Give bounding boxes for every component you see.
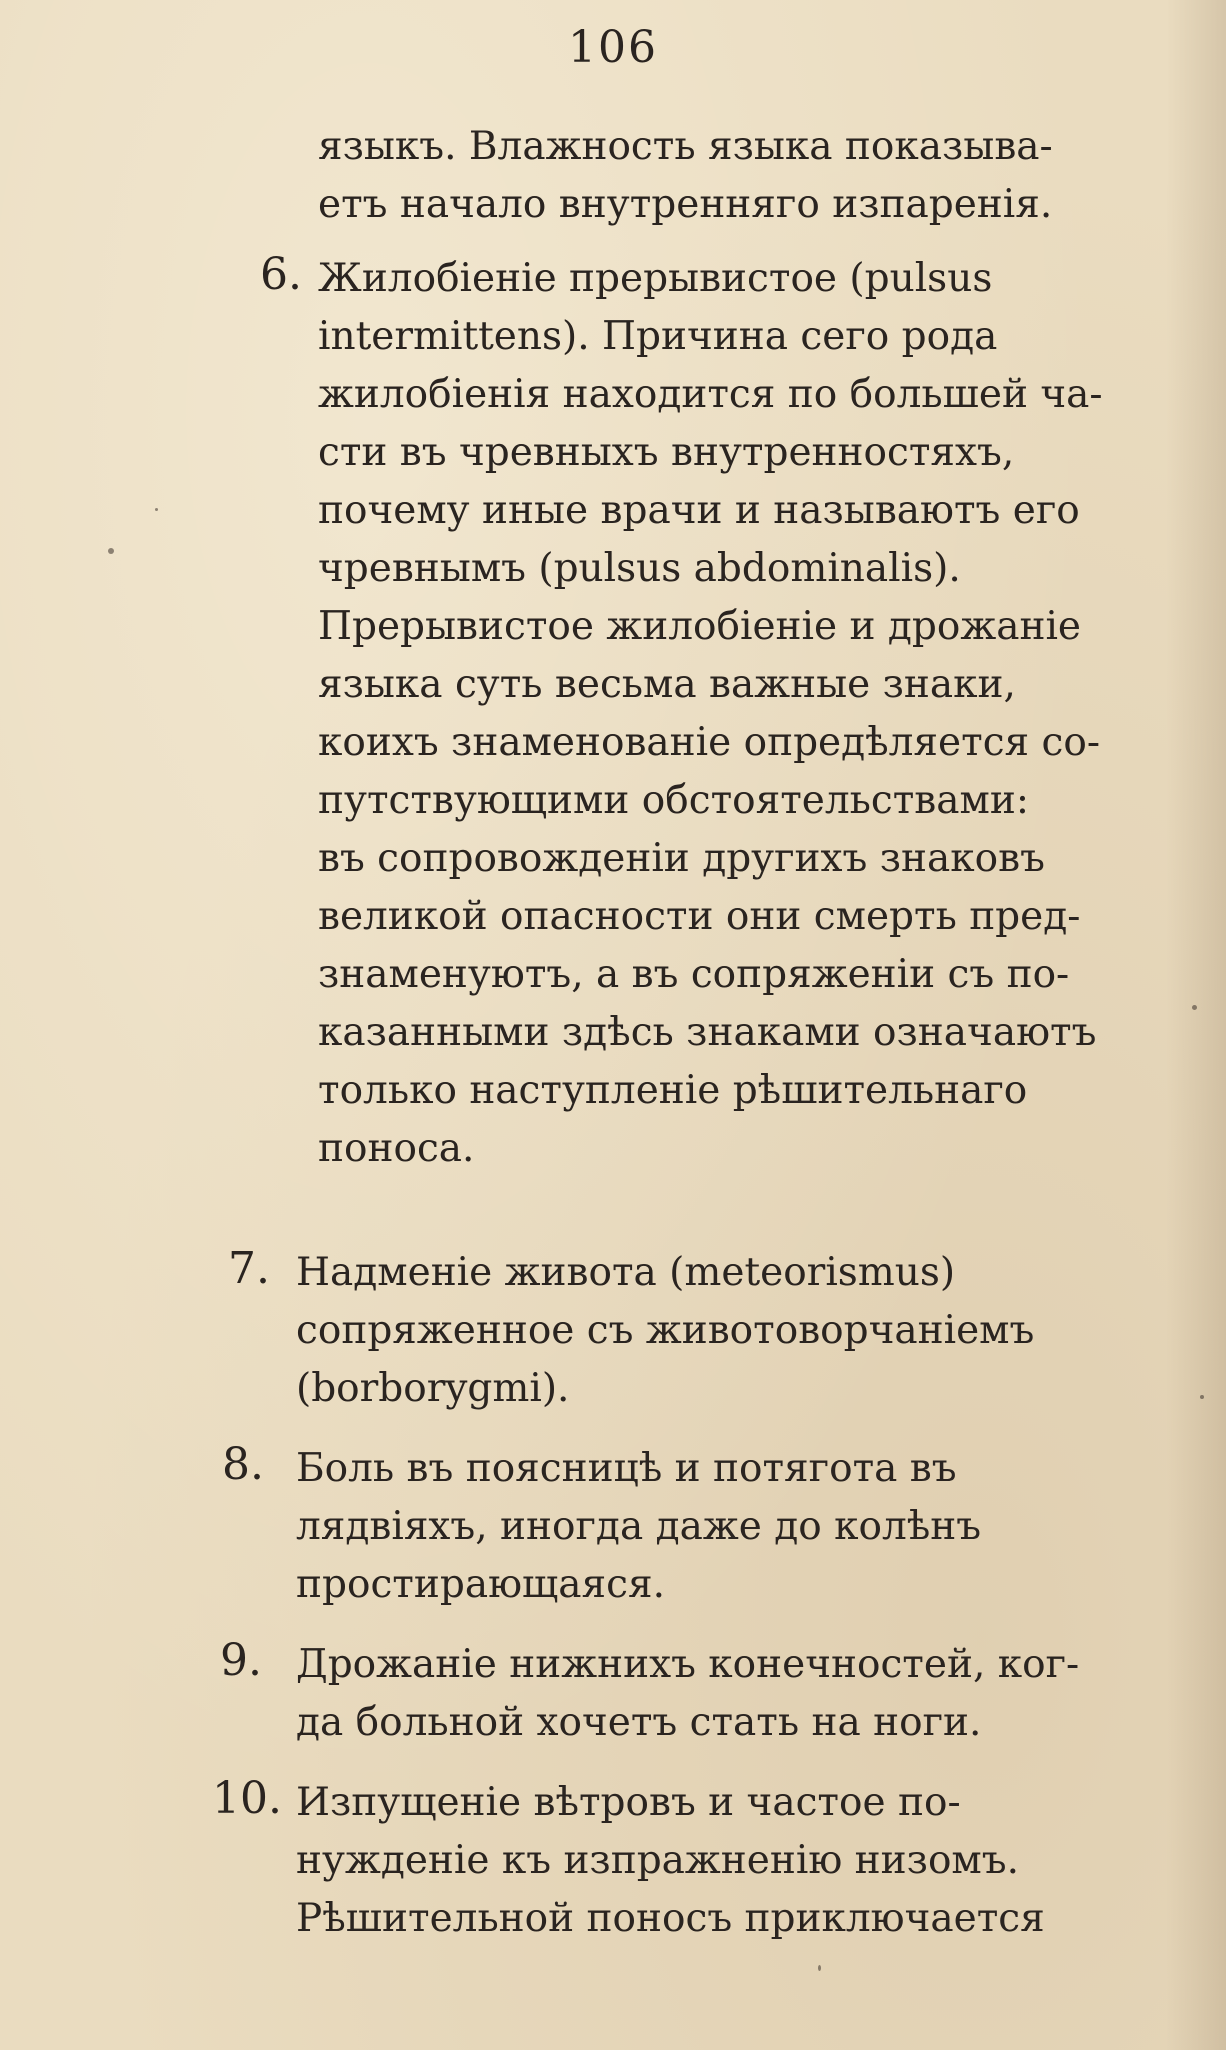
text-line-25: Дрожаніе нижнихъ конечностей, ког- (296, 1642, 1080, 1687)
text-line-9: Прерывистое жилобіеніе и дрожаніе (318, 604, 1082, 649)
text-line-11: коихъ знаменованіе опредѣляется со- (318, 720, 1101, 765)
text-line-10: языка суть весьма важные знаки, (318, 662, 1016, 707)
text-line-6: сти въ чревныхъ внутренностяхъ, (318, 430, 1015, 475)
item-number-9: 9. (220, 1635, 262, 1686)
paper-speck (108, 548, 114, 554)
item-number-7: 7. (228, 1243, 270, 1294)
text-line-23: лядвіяхъ, иногда даже до колѣнъ (296, 1504, 982, 1549)
text-line-24: простирающаяся. (296, 1562, 665, 1607)
text-line-7: почему иные врачи и называютъ его (318, 488, 1080, 533)
text-line-27: Изпущеніе вѣтровъ и частое по- (296, 1780, 961, 1825)
text-line-3: Жилобіеніе прерывистое (pulsus (318, 256, 993, 301)
text-line-26: да больной хочетъ стать на ноги. (296, 1700, 982, 1745)
item-number-10: 10. (212, 1773, 282, 1824)
item-number-6: 6. (260, 249, 302, 300)
paper-speck (1192, 1005, 1197, 1010)
page-edge-shadow (1166, 0, 1226, 2050)
text-line-8: чревнымъ (pulsus abdominalis). (318, 546, 961, 591)
text-line-2: етъ начало внутренняго изпаренія. (318, 182, 1053, 227)
text-line-29: Рѣшительной поносъ приключается (296, 1896, 1045, 1941)
text-line-22: Боль въ поясницѣ и потягота въ (296, 1446, 957, 1491)
text-line-16: казанными здѣсь знаками означаютъ (318, 1010, 1097, 1055)
text-line-18: поноса. (318, 1126, 475, 1171)
paper-speck (818, 1965, 821, 1971)
text-line-20: сопряженное съ животоворчаніемъ (296, 1308, 1035, 1353)
paper-speck (1200, 1395, 1204, 1399)
text-line-13: въ сопровожденіи другихъ знаковъ (318, 836, 1045, 881)
text-line-19: Надменіе живота (meteorismus) (296, 1250, 956, 1295)
text-line-4: intermittens). Причина сего рода (318, 314, 998, 359)
text-line-12: путствующими обстоятельствами: (318, 778, 1029, 823)
text-line-15: знаменуютъ, а въ сопряженіи съ по- (318, 952, 1070, 997)
text-line-17: только наступленіе рѣшительнаго (318, 1068, 1028, 1113)
text-line-5: жилобіенія находится по большей ча- (318, 372, 1103, 417)
text-line-14: великой опасности они смерть пред- (318, 894, 1081, 939)
page-number: 106 (568, 22, 658, 73)
text-line-1: языкъ. Влажность языка показыва- (318, 124, 1053, 169)
text-line-21: (borborygmi). (296, 1366, 570, 1411)
item-number-8: 8. (222, 1439, 264, 1490)
text-line-28: нужденіе къ изпражненію низомъ. (296, 1838, 1019, 1883)
paper-speck (155, 508, 158, 511)
